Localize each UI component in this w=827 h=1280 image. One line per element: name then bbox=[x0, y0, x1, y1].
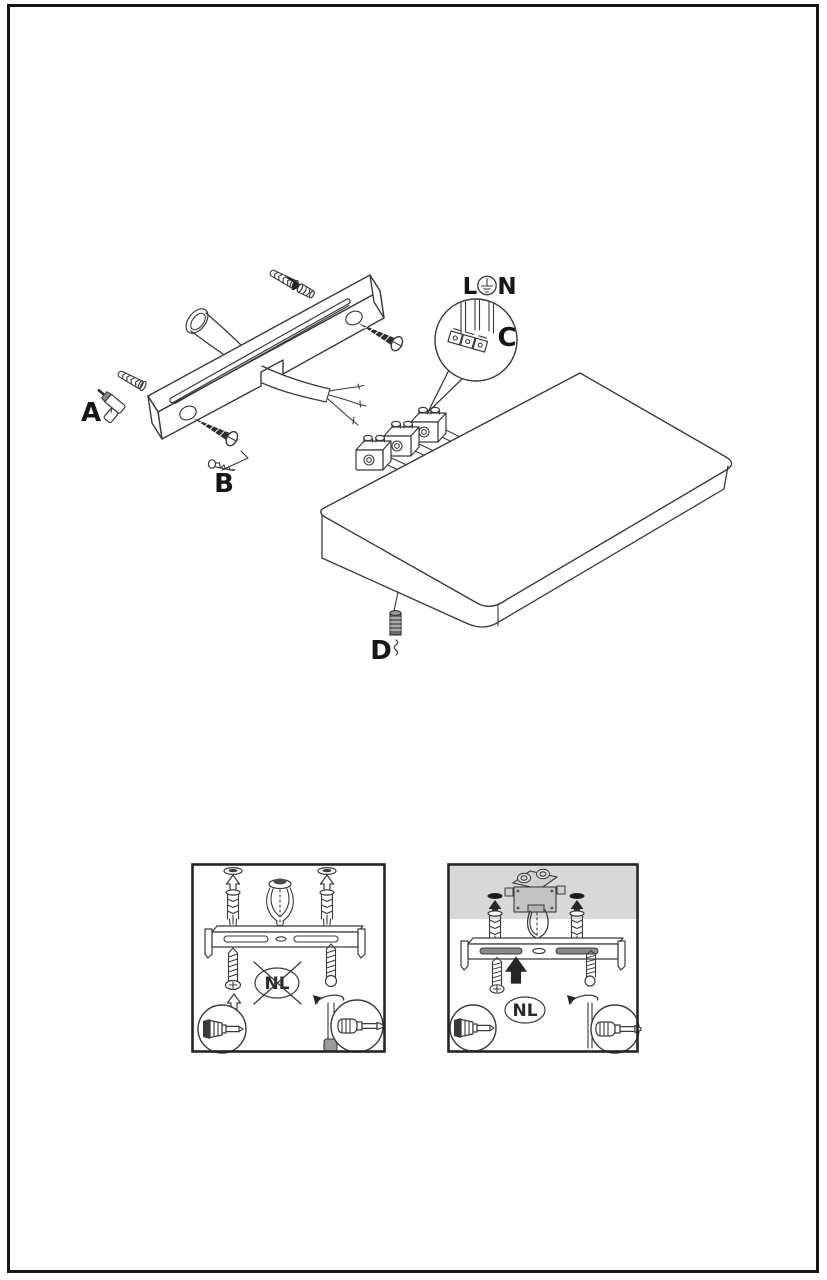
label-a: A bbox=[80, 398, 102, 428]
detail-circle-drill-bit bbox=[198, 1005, 246, 1053]
detail-balloon bbox=[428, 299, 517, 412]
panel-step-nl bbox=[449, 865, 642, 1054]
main-diagram bbox=[81, 268, 732, 666]
label-c: C bbox=[497, 323, 517, 353]
nl-badge bbox=[505, 997, 545, 1023]
lamp-body bbox=[321, 373, 732, 627]
earth-symbol-icon bbox=[478, 276, 496, 294]
terminal-legend bbox=[463, 274, 517, 300]
supply-cable-lower bbox=[262, 366, 366, 425]
label-b: B bbox=[214, 469, 234, 499]
wall-plug-left bbox=[116, 369, 147, 392]
detail-circle-screwdriver bbox=[331, 1000, 383, 1052]
nl-label: NL bbox=[264, 974, 290, 994]
detail-circle-drill-bit bbox=[450, 1005, 496, 1051]
nl-label: NL bbox=[512, 1001, 538, 1021]
live-label: L bbox=[462, 274, 478, 300]
nl-badge-crossed bbox=[254, 962, 301, 1004]
wall-bracket bbox=[148, 275, 384, 439]
neutral-label: N bbox=[497, 274, 517, 300]
terminal-block-1 bbox=[356, 435, 391, 470]
label-d: D bbox=[370, 636, 392, 666]
wall-plug-top bbox=[268, 268, 315, 300]
panel-step-non-nl bbox=[193, 865, 385, 1054]
leader-b bbox=[222, 451, 248, 470]
